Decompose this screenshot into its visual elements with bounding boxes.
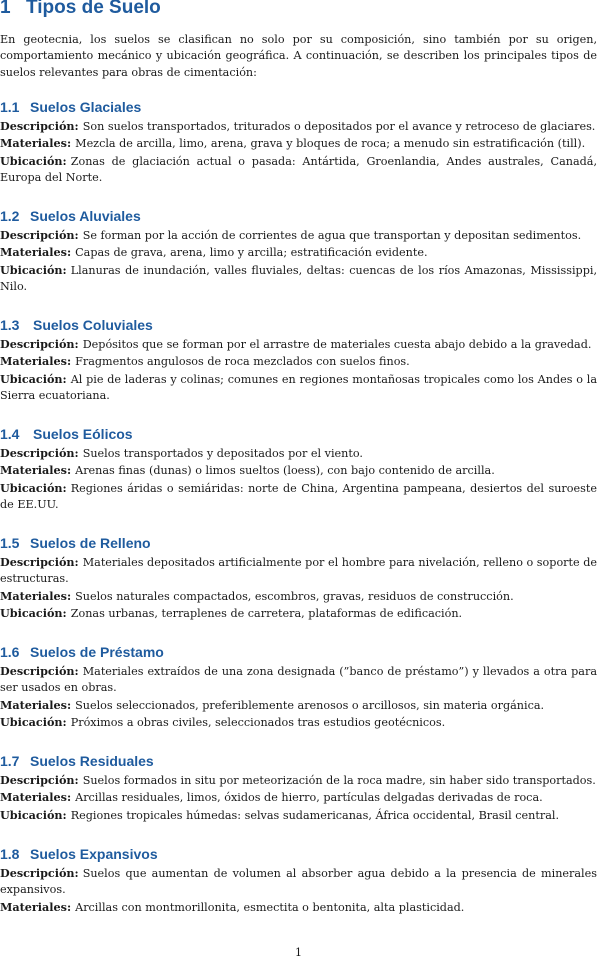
description-text: Depósitos que se forman por el arrastre de materiales cuesta abajo debido a la gravedad. xyxy=(82,338,592,351)
description-label: Descripción: xyxy=(0,664,79,678)
materials-text: Fragmentos angulosos de roca mezclados con suelos finos. xyxy=(75,355,410,369)
section-suelos-aluviales xyxy=(0,205,597,296)
section-number: 1.3 xyxy=(0,317,20,333)
section-suelos-coluviales xyxy=(0,314,597,405)
section-suelos-expansivos xyxy=(0,843,597,916)
section-heading xyxy=(0,96,597,118)
description-label: Descripción: xyxy=(0,773,79,787)
location-text: Zonas de glaciación actual o pasada: Antártida, Groenlandia, Andes australes, Canadá, Europa del Norte. xyxy=(0,154,597,185)
materials-entry xyxy=(0,789,597,806)
materials-text: Arcillas residuales, limos, óxidos de hierro, partículas delgadas derivadas de roca. xyxy=(75,791,543,805)
section-title: Suelos Expansivos xyxy=(30,846,158,862)
section-suelos-glaciales xyxy=(0,96,597,187)
description-label: Descripción: xyxy=(0,119,79,133)
description-entry xyxy=(0,663,597,697)
location-text: Zonas urbanas, terraplenes de carretera, plataformas de edificación. xyxy=(70,607,463,621)
section-heading xyxy=(0,843,597,865)
materials-entry xyxy=(0,244,597,261)
materials-text: Mezcla de arcilla, limo, arena, grava y bloques de roca; a menudo sin estratificación (till). xyxy=(75,137,586,151)
location-label: Ubicación: xyxy=(0,715,67,730)
description-entry xyxy=(0,336,597,353)
materials-entry xyxy=(0,899,597,916)
location-entry xyxy=(0,480,597,514)
section-title: Suelos Eólicos xyxy=(33,426,133,442)
materials-label: Materiales: xyxy=(0,245,72,260)
section-suelos-de-relleno xyxy=(0,532,597,623)
materials-label: Materiales: xyxy=(0,697,72,712)
description-entry xyxy=(0,445,597,462)
location-text: Próximos a obras civiles, seleccionados tras estudios geotécnicos. xyxy=(70,716,446,730)
description-label: Descripción: xyxy=(0,866,79,880)
materials-label: Materiales: xyxy=(0,790,72,805)
section-suelos-residuales xyxy=(0,750,597,824)
intro-paragraph: En geotecnia, los suelos se clasifican no solo por su composición, sino también por su origen, comportamiento mecánico y ubicación geográfica. A continuación, se describen los principales tipos de suelos relevantes para obras de cimentación: xyxy=(0,33,597,79)
materials-label: Materiales: xyxy=(0,588,72,603)
materials-text: Arenas finas (dunas) o limos sueltos (loess), con bajo contenido de arcilla. xyxy=(75,464,495,478)
section-suelos-de-prestamo xyxy=(0,641,597,732)
description-entry xyxy=(0,865,597,899)
location-text: Regiones áridas o semiáridas: norte de China, Argentina pampeana, desiertos del suroeste de EE.UU. xyxy=(0,481,597,512)
title-number: 1 xyxy=(0,0,11,18)
materials-text: Suelos naturales compactados, escombros, gravas, residuos de construcción. xyxy=(75,589,514,603)
description-label: Descripción: xyxy=(0,555,79,569)
location-entry xyxy=(0,605,597,622)
location-label: Ubicación: xyxy=(0,606,67,621)
location-entry xyxy=(0,371,597,405)
location-entry xyxy=(0,714,597,731)
description-text: Suelos que aumentan de volumen al absorber agua debido a la presencia de minerales expansivos. xyxy=(0,867,597,897)
materials-label: Materiales: xyxy=(0,136,72,151)
location-text: Regiones tropicales húmedas: selvas sudamericanas, África occidental, Brasil central. xyxy=(70,808,560,822)
materials-entry xyxy=(0,353,597,370)
description-text: Suelos formados in situ por meteorización de la roca madre, sin haber sido transportados. xyxy=(82,774,596,787)
description-text: Suelos transportados y depositados por el viento. xyxy=(82,447,363,460)
section-title: Suelos Aluviales xyxy=(30,208,141,224)
location-label: Ubicación: xyxy=(0,480,67,495)
section-number: 1.1 xyxy=(0,99,20,115)
location-label: Ubicación: xyxy=(0,807,67,822)
materials-entry xyxy=(0,462,597,479)
materials-entry xyxy=(0,588,597,605)
description-text: Son suelos transportados, triturados o depositados por el avance y retroceso de glaciares. xyxy=(82,120,596,133)
materials-entry xyxy=(0,697,597,714)
materials-label: Materiales: xyxy=(0,899,72,914)
description-label: Descripción: xyxy=(0,228,79,242)
location-entry xyxy=(0,153,597,187)
page-title xyxy=(0,0,161,20)
section-title: Suelos Coluviales xyxy=(33,317,153,333)
materials-label: Materiales: xyxy=(0,463,72,478)
section-number: 1.8 xyxy=(0,846,20,862)
description-entry xyxy=(0,554,597,588)
description-label: Descripción: xyxy=(0,337,79,351)
section-number: 1.5 xyxy=(0,535,20,551)
section-number: 1.4 xyxy=(0,426,20,442)
section-number: 1.2 xyxy=(0,208,20,224)
location-text: Al pie de laderas y colinas; comunes en regiones montañosas tropicales como los Andes o la Sierra ecuatoriana. xyxy=(0,372,597,403)
location-entry xyxy=(0,262,597,296)
section-heading xyxy=(0,641,597,663)
section-heading xyxy=(0,205,597,227)
materials-text: Suelos seleccionados, preferiblemente arenosos o arcillosos, sin materia orgánica. xyxy=(75,698,545,712)
location-entry xyxy=(0,807,597,824)
section-title: Suelos Glaciales xyxy=(30,99,142,115)
materials-entry xyxy=(0,135,597,152)
section-suelos-eolicos xyxy=(0,423,597,514)
description-entry xyxy=(0,118,597,135)
description-entry xyxy=(0,227,597,244)
materials-text: Capas de grava, arena, limo y arcilla; estratificación evidente. xyxy=(75,246,428,260)
section-heading xyxy=(0,532,597,554)
description-text: Materiales depositados artificialmente por el hombre para nivelación, relleno o soporte de estructuras. xyxy=(0,556,597,586)
description-label: Descripción: xyxy=(0,446,79,460)
location-label: Ubicación: xyxy=(0,153,67,168)
section-number: 1.6 xyxy=(0,644,20,660)
section-title: Suelos de Relleno xyxy=(30,535,151,551)
description-text: Se forman por la acción de corrientes de agua que transportan y depositan sedimentos. xyxy=(82,229,582,242)
materials-label: Materiales: xyxy=(0,354,72,369)
location-label: Ubicación: xyxy=(0,262,67,277)
section-title: Suelos de Préstamo xyxy=(30,644,164,660)
materials-text: Arcillas con montmorillonita, esmectita o bentonita, alta plasticidad. xyxy=(75,900,465,914)
section-title: Suelos Residuales xyxy=(30,753,154,769)
section-heading xyxy=(0,750,597,772)
section-number: 1.7 xyxy=(0,753,20,769)
page-number: 1 xyxy=(295,946,302,959)
title-text: Tipos de Suelo xyxy=(26,0,161,18)
description-entry xyxy=(0,772,597,789)
location-text: Llanuras de inundación, valles fluviales, deltas: cuencas de los ríos Amazonas, Mississippi, Nilo. xyxy=(0,263,597,294)
section-heading xyxy=(0,314,597,336)
section-heading xyxy=(0,423,597,445)
location-label: Ubicación: xyxy=(0,371,67,386)
description-text: Materiales extraídos de una zona designada (”banco de préstamo”) y llevados a otra para ser usados en obras. xyxy=(0,665,597,695)
